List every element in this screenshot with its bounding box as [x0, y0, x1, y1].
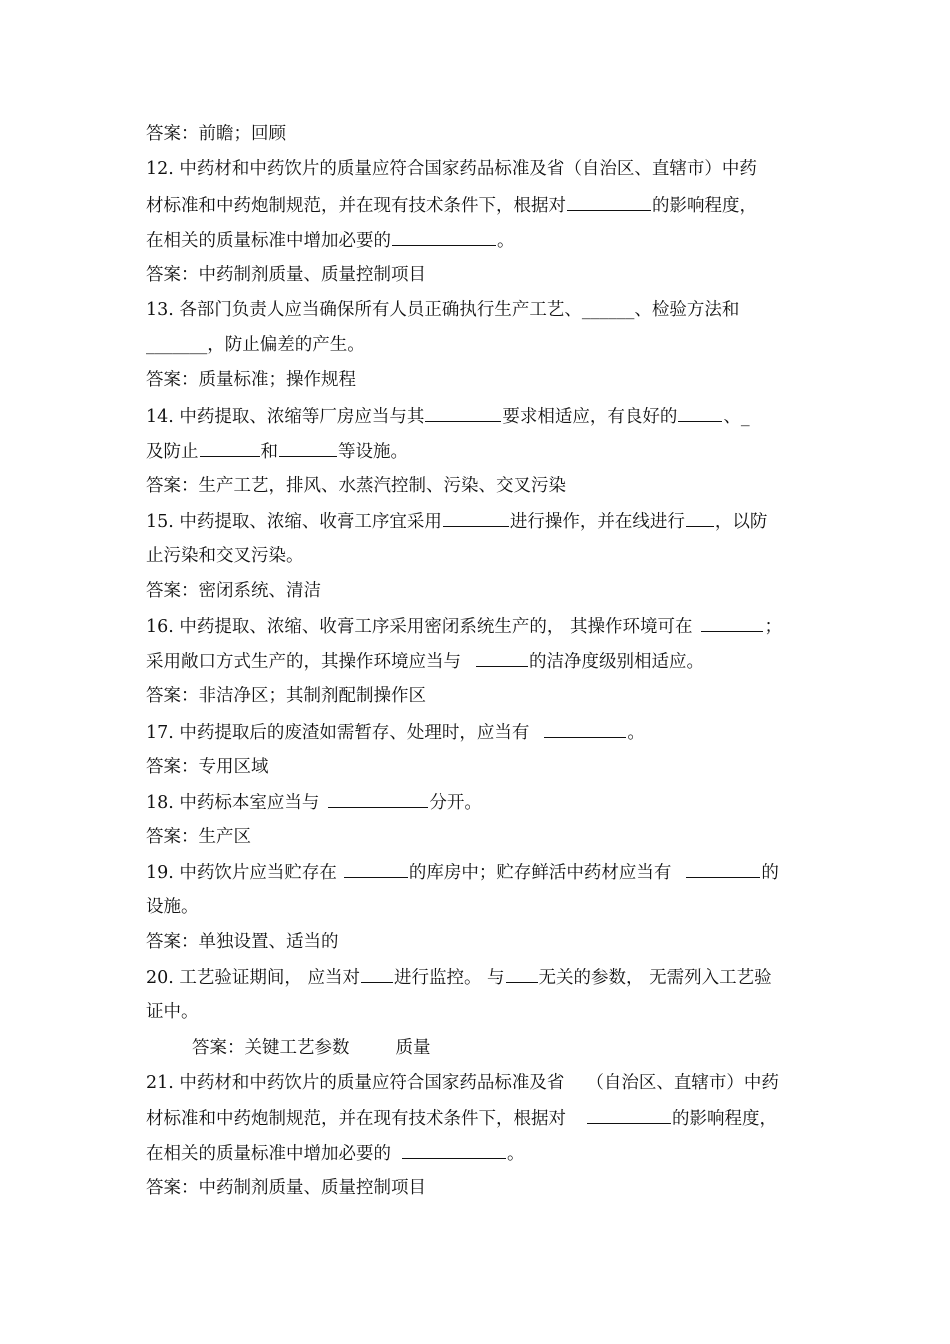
question-12-line-2: [146, 193, 757, 217]
question-21-line-3: [146, 1141, 525, 1165]
fill-in-blank: [686, 860, 760, 878]
question-text: 。: [497, 231, 515, 251]
question-text: 16. 中药提取、浓缩、收膏工序采用密闭系统生产的， 其操作环境可在: [146, 617, 693, 637]
question-text: 及防止: [146, 442, 199, 462]
fill-in-blank: [587, 1106, 671, 1124]
question-20-line-1: [146, 965, 772, 989]
answer-text: 答案：密闭系统、清洁: [146, 581, 321, 601]
fill-in-blank: [328, 790, 428, 808]
question-text: （自治区、直辖市）中药: [586, 1073, 779, 1093]
answer-line: [146, 263, 426, 287]
answer-text: 答案：生产区: [146, 827, 251, 847]
question-text: 19. 中药饮片应当贮存在: [146, 863, 337, 883]
question-text: 。: [627, 723, 645, 743]
answer-text: 答案：前瞻；回顾: [146, 124, 286, 144]
question-text: 设施。: [146, 897, 199, 917]
question-text: 在相关的质量标准中增加必要的: [146, 231, 391, 251]
question-text: 20. 工艺验证期间， 应当对: [146, 968, 360, 988]
question-text: 和: [260, 442, 278, 462]
question-text: 材标准和中药炮制规范，并在现有技术条件下，根据对: [146, 196, 566, 216]
question-14-line-2: [146, 439, 408, 463]
answer-line: [192, 1036, 431, 1060]
answer-text: 答案：专用区域: [146, 757, 269, 777]
answer-text: 答案：中药制剂质量、质量控制项目: [146, 1178, 426, 1198]
question-text: 要求相适应，有良好的: [502, 407, 678, 427]
fill-in-blank: [476, 649, 528, 667]
question-text: 14. 中药提取、浓缩等厂房应当与其: [146, 407, 425, 427]
question-text: 18. 中药标本室应当与: [146, 793, 320, 813]
fill-in-blank: [686, 509, 714, 527]
question-text: 进行操作，并在线进行: [509, 512, 685, 532]
fill-in-blank: [567, 193, 651, 211]
question-21-line-1: [146, 1071, 779, 1095]
fill-in-blank: [701, 614, 763, 632]
answer-line: [146, 474, 566, 498]
answer-line: [146, 825, 251, 849]
answer-text: 答案：单独设置、适当的: [146, 932, 339, 952]
question-15-line-1: [146, 509, 767, 533]
answer-line: [146, 684, 426, 708]
question-text: 无关的参数， 无需列入工艺验: [538, 968, 772, 988]
question-text: 分开。: [429, 793, 482, 813]
question-13-line-1: [146, 298, 739, 322]
question-text: 的影响程度，: [652, 196, 757, 216]
fill-in-blank: [392, 228, 496, 246]
question-text: ，以防: [714, 512, 768, 532]
question-text: 13. 各部门负责人应当确保所有人员正确执行生产工艺、______、检验方法和: [146, 300, 740, 320]
question-text: 材标准和中药炮制规范，并在现有技术条件下，根据对: [146, 1109, 566, 1129]
question-text: 的影响程度，: [672, 1109, 777, 1129]
question-18-line-1: [146, 790, 482, 814]
question-text: 的: [761, 863, 779, 883]
fill-in-blank: [678, 404, 722, 422]
answer-line: [146, 755, 269, 779]
question-text: 的库房中；贮存鲜活中药材应当有: [408, 863, 672, 883]
question-14-line-1: [146, 404, 750, 428]
answer-line: [146, 368, 356, 392]
fill-in-blank: [279, 439, 337, 457]
question-16-line-1: [146, 614, 782, 638]
fill-in-blank: [200, 439, 260, 457]
fill-in-blank: [506, 965, 538, 983]
fill-in-blank: [361, 965, 393, 983]
fill-in-blank: [425, 404, 501, 422]
question-19-line-1: [146, 860, 779, 884]
answer-text: 答案：生产工艺，排风、水蒸汽控制、污染、交叉污染: [146, 476, 566, 496]
answer-line: [146, 122, 286, 146]
question-text: 12. 中药材和中药饮片的质量应符合国家药品标准及省（自治区、直辖市）中药: [146, 159, 757, 179]
question-text: _______，防止偏差的产生。: [146, 335, 365, 355]
fill-in-blank: [344, 860, 408, 878]
question-16-line-2: [146, 649, 704, 673]
answer-line: [146, 930, 339, 954]
question-text: 在相关的质量标准中增加必要的: [146, 1144, 391, 1164]
answer-text: 质量: [395, 1038, 431, 1058]
question-text: 。: [507, 1144, 525, 1164]
question-text: 15. 中药提取、浓缩、收膏工序宜采用: [146, 512, 442, 532]
question-text: 进行监控。 与: [393, 968, 505, 988]
question-text: 17. 中药提取后的废渣如需暂存、处理时，应当有: [146, 723, 530, 743]
question-12-line-1: [146, 157, 757, 181]
question-text: 的洁净度级别相适应。: [529, 652, 704, 672]
question-21-line-2: [146, 1106, 777, 1130]
question-text: 等设施。: [338, 442, 408, 462]
question-text: 21. 中药材和中药饮片的质量应符合国家药品标准及省: [146, 1073, 565, 1093]
answer-text: 答案：质量标准；操作规程: [146, 370, 356, 390]
fill-in-blank: [443, 509, 509, 527]
answer-line: [146, 1176, 426, 1200]
question-text: ；: [764, 617, 782, 637]
question-text: 止污染和交叉污染。: [146, 546, 304, 566]
question-20-line-2: [146, 1000, 199, 1024]
answer-text: 答案：关键工艺参数: [192, 1038, 350, 1058]
question-text: 采用敞口方式生产的，其操作环境应当与: [146, 652, 461, 672]
answer-text: 答案：非洁净区；其制剂配制操作区: [146, 686, 426, 706]
fill-in-blank: [402, 1141, 506, 1159]
fill-in-blank: [544, 720, 626, 738]
answer-line: [146, 579, 321, 603]
question-17-line-1: [146, 720, 645, 744]
question-13-line-2: [146, 333, 365, 357]
question-text: 、_: [723, 407, 750, 427]
question-text: 证中。: [146, 1002, 199, 1022]
question-15-line-2: [146, 544, 304, 568]
answer-text: 答案：中药制剂质量、质量控制项目: [146, 265, 426, 285]
question-19-line-2: [146, 895, 199, 919]
question-12-line-3: [146, 228, 515, 252]
